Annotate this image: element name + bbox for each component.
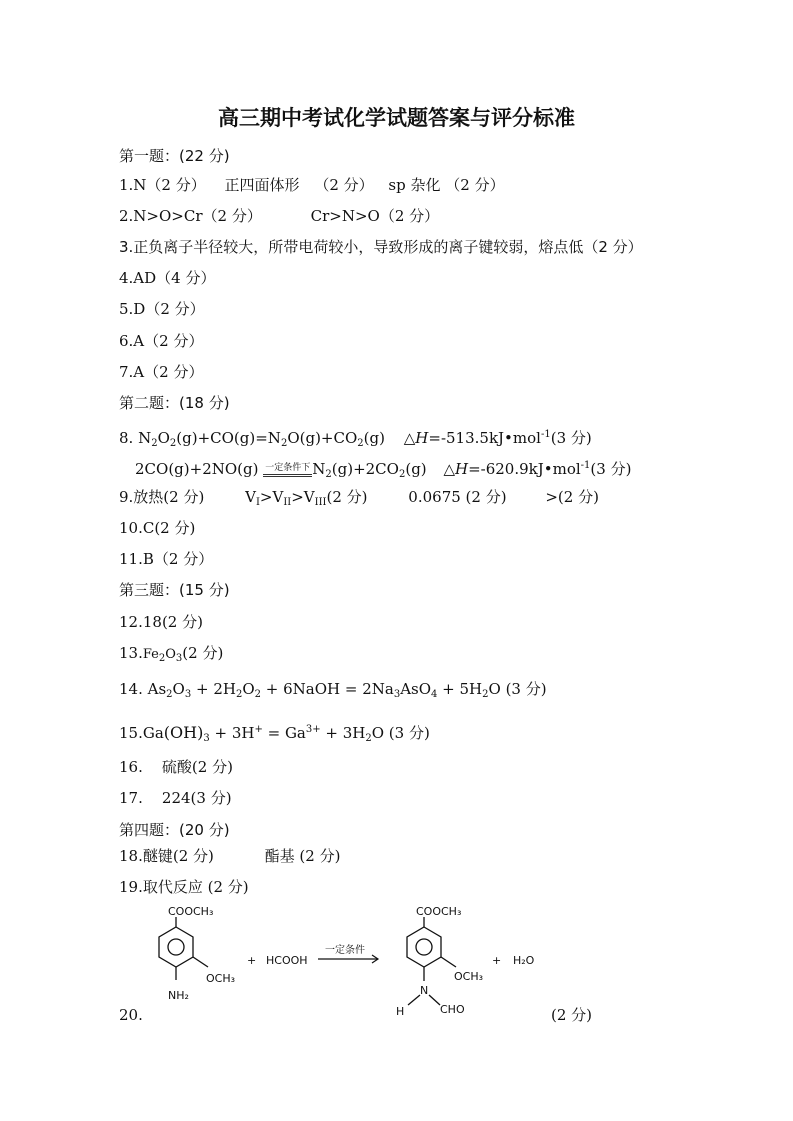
- answer-1: [119, 175, 505, 195]
- answer-8-equation-1: 8. $N_2O_2(g)+CO(g)=N_2O(g)+CO_2(g)$ △H=-513.5kJ•mol$^{-1}$(3 分): [119, 429, 592, 449]
- answer-12: 12.18(2 分): [119, 613, 203, 631]
- reagent-formic-acid: HCOOH: [266, 954, 308, 967]
- reaction-scheme: [140, 905, 560, 1025]
- answer-2-b: Cr>N>O（2 分）: [310, 207, 440, 225]
- page-title: 高三期中考试化学试题答案与评分标准: [218, 106, 575, 130]
- answer-6: 6.A（2 分）: [119, 332, 204, 350]
- answer-4: 4.AD（4 分）: [119, 269, 216, 287]
- answer-2-a: 2.N>O>Cr（2 分）: [119, 207, 262, 225]
- product-formyl-label: CHO: [440, 1003, 465, 1016]
- arrow-condition: 一定条件: [325, 945, 365, 956]
- product-methoxy-label: OCH₃: [454, 970, 484, 983]
- answer-8-equation-2: 2CO(g)+2NO(g) 一定条件下 $N_2(g)+2CO_2(g)$ △H=-620.9kJ•mol$^{-1}$(3 分): [135, 460, 632, 480]
- reactant-methoxy-label: OCH₃: [206, 972, 236, 985]
- answer-3: 3.正负离子半径较大，所带电荷较小，导致形成的离子键较弱，熔点低（2 分）: [119, 238, 643, 256]
- product-hydrogen-label: H: [396, 1005, 405, 1018]
- answer-18: 18.醚键(2 分) 酯基 (2 分): [119, 847, 341, 865]
- answer-1-b: 正四面体形: [224, 176, 300, 194]
- answer-7: 7.A（2 分）: [119, 363, 204, 381]
- answer-15: $15.Ga(OH)_3 + 3H^+ = Ga^{3+} + 3H_2O$ (3 分): [119, 723, 430, 744]
- answer-14: 14. $As_2O_3 + 2H_2O_2$ + 6NaOH = $2Na_3AsO_4 + 5H_2O$ (3 分): [119, 680, 547, 700]
- answer-1-d: sp 杂化: [388, 176, 441, 194]
- product-nitrogen-label: N: [420, 984, 429, 997]
- answer-17: 17. 224(3 分): [119, 789, 232, 807]
- answer-1-a: 1.N（2 分）: [119, 176, 206, 194]
- reaction-arrow: [318, 955, 378, 963]
- reaction-condition: 一定条件下: [263, 464, 312, 477]
- answer-2: [119, 206, 439, 226]
- plus-sign-2: +: [492, 954, 502, 967]
- answer-5: 5.D（2 分）: [119, 300, 205, 318]
- answer-16: 16. 硫酸(2 分): [119, 758, 233, 776]
- product-water: H₂O: [513, 954, 535, 967]
- product-ester-label: COOCH₃: [416, 905, 462, 918]
- answer-13: $13.Fe_2O_3(2$ 分): [119, 644, 224, 664]
- section-4-heading: 第四题：(20 分): [119, 821, 230, 839]
- section-2-heading: 第二题：(18 分): [119, 394, 230, 412]
- answer-10: 10.C(2 分): [119, 519, 196, 537]
- answer-1-e: （2 分）: [445, 176, 505, 194]
- section-1-heading: 第一题：(22 分): [119, 147, 230, 165]
- product-benzene-ring: [407, 917, 456, 1005]
- answer-20-score: (2 分): [551, 1006, 593, 1024]
- answer-11: 11.B（2 分）: [119, 550, 214, 568]
- answer-9: 9.放热(2 分) $V_I>V_{II}>V_{III}(2$ 分) 0.0675 (2 分) >(2 分): [119, 488, 599, 508]
- answer-19: 19.取代反应 (2 分): [119, 878, 249, 896]
- answer-1-c: （2 分）: [314, 176, 374, 194]
- answer-20-number: 20.: [119, 1006, 143, 1024]
- reactant-ester-label: COOCH₃: [168, 905, 214, 918]
- plus-sign-1: +: [247, 954, 257, 967]
- section-3-heading: 第三题：(15 分): [119, 581, 230, 599]
- reactant-amine-label: NH₂: [168, 989, 189, 1002]
- reactant-benzene-ring: [159, 917, 208, 980]
